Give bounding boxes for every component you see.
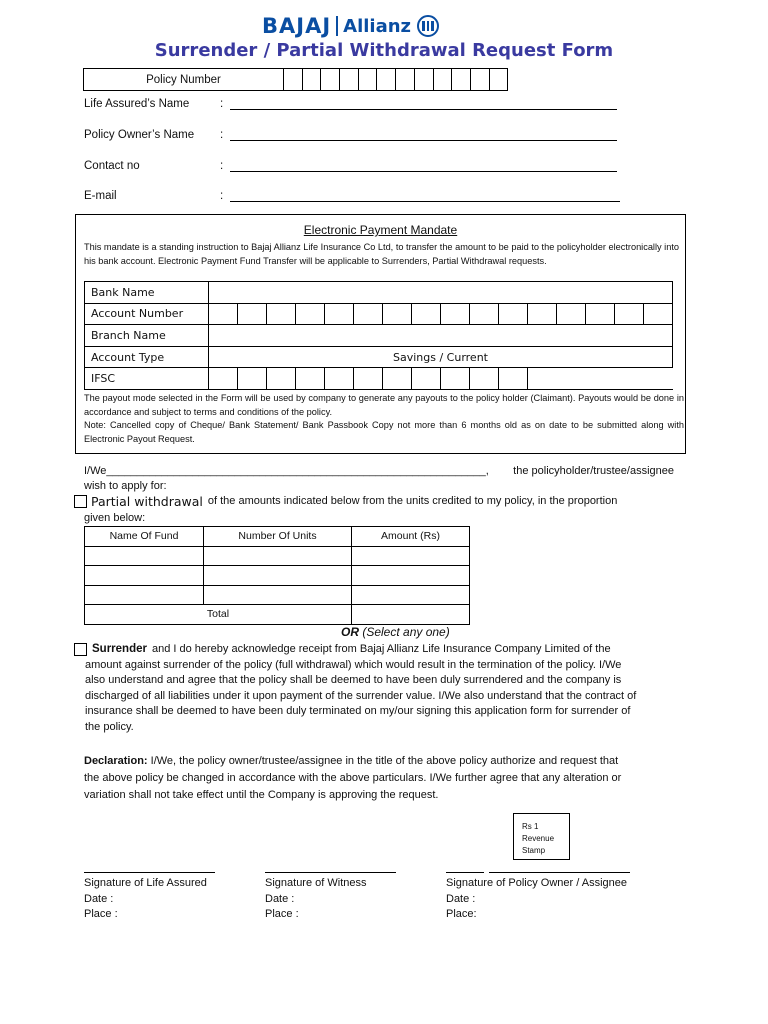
units-cell[interactable] <box>204 566 352 586</box>
contact-row <box>84 160 224 172</box>
declaration-section <box>84 753 674 804</box>
surrender-line-1: and I do hereby acknowledge receipt from Bajaj Allianz Life Insurance Company Limited of the <box>151 643 611 655</box>
partial-withdrawal-row <box>74 494 674 510</box>
iwe-prefix: I/We <box>84 465 107 477</box>
partial-withdrawal-label: Partial withdrawal <box>91 494 203 509</box>
applicant-line <box>84 464 674 480</box>
table-row <box>85 566 470 586</box>
witness-place: Place : <box>265 908 299 920</box>
partial-withdrawal-text: of the amounts indicated below from the units credited to my policy, in the proportion <box>207 495 618 507</box>
surrender-line-2: amount against surrender of the policy (full withdrawal) which would result in the termination of the policy. I/We <box>85 658 622 671</box>
contact-label: Contact no <box>84 160 140 172</box>
policy-owner-row <box>84 129 224 141</box>
payment-mandate-section <box>75 214 686 454</box>
fund-name-cell[interactable] <box>85 546 204 566</box>
declaration-label: Declaration: <box>84 755 148 767</box>
ifsc-char-box[interactable] <box>354 368 383 390</box>
surrender-line-3: also understand and agree that the policy shall be deemed to have been duly surrendered and the company is <box>85 674 622 686</box>
applicant-name-blank[interactable]: ______________________________________________________________, <box>106 465 489 477</box>
email-label: E-mail <box>84 190 117 202</box>
policy-number-digit-box[interactable] <box>284 69 303 91</box>
ifsc-char-box[interactable] <box>296 368 325 390</box>
policy-owner-label: Policy Owner’s Name <box>84 129 195 141</box>
bank-name-label: Bank Name <box>85 282 209 304</box>
fund-name-cell[interactable] <box>85 566 204 586</box>
account-digit-box[interactable] <box>644 303 673 325</box>
stamp-amount: Rs 1 <box>522 822 539 831</box>
witness-signature-block <box>265 876 367 923</box>
logo-bajaj-text: BAJAJ <box>262 14 332 38</box>
life-assured-signature-title: Signature of Life Assured <box>84 877 207 889</box>
policy-number-digit-box[interactable] <box>377 69 396 91</box>
life-assured-place: Place : <box>84 908 118 920</box>
document-note: Note: Cancelled copy of Cheque/ Bank Statement/ Bank Passbook Copy not more than 6 months old as on date to be submitted along with Electronic Payout Request. <box>84 420 684 444</box>
amount-cell[interactable] <box>352 546 470 566</box>
surrender-label: Surrender <box>92 643 147 655</box>
ifsc-char-box[interactable] <box>267 368 296 390</box>
wish-text: wish to apply for: <box>84 480 167 492</box>
colon: : <box>220 190 224 202</box>
account-digit-box[interactable] <box>238 303 267 325</box>
colon: : <box>220 98 224 110</box>
account-digit-box[interactable] <box>470 303 499 325</box>
total-row <box>85 605 470 625</box>
logo-allianz-text: Allianz <box>343 15 412 37</box>
fund-table <box>84 526 470 625</box>
account-digit-box[interactable] <box>412 303 441 325</box>
ifsc-char-box[interactable] <box>470 368 499 390</box>
policy-owner-input-line[interactable] <box>230 140 617 141</box>
ifsc-char-box[interactable] <box>412 368 441 390</box>
owner-signature-line-right[interactable] <box>489 872 630 873</box>
owner-place: Place: <box>446 908 477 920</box>
payout-note: The payout mode selected in the Form will be used by company to generate any payouts to the policy holder (Claimant). Payouts would be done in accordance and subject to terms and conditions of the policy. <box>84 393 684 417</box>
account-digit-box[interactable] <box>615 303 644 325</box>
form-title: Surrender / Partial Withdrawal Request Form <box>154 40 614 61</box>
owner-signature-block <box>446 876 627 923</box>
surrender-section <box>74 642 674 735</box>
policy-number-digit-box[interactable] <box>452 69 471 91</box>
given-below-text: given below: <box>84 512 146 524</box>
life-assured-date: Date : <box>84 892 114 905</box>
surrender-line-4: discharged of all liabilities under it upon payment of the surrender value. I/We also understand that the contract of <box>85 689 637 702</box>
declaration-line-2: the above policy be changed in accordance with the above particulars. I/We further agree that any alteration or <box>84 772 622 784</box>
policy-number-digit-box[interactable] <box>414 69 433 91</box>
account-digit-box[interactable] <box>441 303 470 325</box>
policy-number-digit-box[interactable] <box>396 69 415 91</box>
account-digit-box[interactable] <box>354 303 383 325</box>
life-assured-input-line[interactable] <box>230 109 617 110</box>
ifsc-char-box[interactable] <box>499 368 528 390</box>
account-digit-box[interactable] <box>296 303 325 325</box>
branch-name-label: Branch Name <box>85 325 209 347</box>
account-digit-box[interactable] <box>267 303 296 325</box>
account-digit-box[interactable] <box>499 303 528 325</box>
mandate-notes <box>84 392 684 446</box>
stamp-label: Stamp <box>522 846 546 855</box>
account-digit-box[interactable] <box>383 303 412 325</box>
contact-input-line[interactable] <box>230 171 617 172</box>
table-row <box>85 585 470 605</box>
applicant-role-text: the policyholder/trustee/assignee <box>513 465 674 477</box>
fund-name-header: Name Of Fund <box>85 527 204 547</box>
policy-number-label: Policy Number <box>84 69 284 91</box>
allianz-emblem-icon <box>417 15 439 37</box>
life-assured-label: Life Assured’s Name <box>84 98 190 110</box>
or-hint: (Select any one) <box>362 625 450 639</box>
colon: : <box>220 160 224 172</box>
witness-signature-line[interactable] <box>265 872 396 873</box>
bank-details-table <box>84 281 673 390</box>
life-assured-row <box>84 98 224 110</box>
ifsc-char-box[interactable] <box>441 368 470 390</box>
declaration-line-1: I/We, the policy owner/trustee/assignee in the title of the above policy authorize and request that <box>150 755 619 767</box>
account-digit-box[interactable] <box>209 303 238 325</box>
fund-name-cell[interactable] <box>85 585 204 605</box>
or-separator <box>341 625 450 639</box>
ifsc-char-box[interactable] <box>238 368 267 390</box>
ifsc-char-box[interactable] <box>325 368 354 390</box>
brand-logo <box>262 12 507 40</box>
logo-divider <box>336 16 338 36</box>
policy-number-digit-box[interactable] <box>321 69 340 91</box>
units-cell[interactable] <box>204 585 352 605</box>
branch-name-input[interactable] <box>209 325 673 347</box>
ifsc-char-box[interactable] <box>383 368 412 390</box>
amount-cell[interactable] <box>352 566 470 586</box>
ifsc-char-box[interactable] <box>209 368 238 390</box>
email-row <box>84 190 224 202</box>
surrender-checkbox[interactable] <box>74 643 87 656</box>
owner-signature-title: Signature of Policy Owner / Assignee <box>446 877 627 889</box>
mandate-intro: This mandate is a standing instruction to Bajaj Allianz Life Insurance Co Ltd, to transfer the amount to be paid to the policyholder electronically into his bank account. Electronic Payment Fund Transfer will be applicable to Surrenders, Partial Withdrawal requests. <box>84 242 679 266</box>
declaration-line-3: variation shall not take effect until the Company is approving the request. <box>84 789 439 801</box>
account-digit-box[interactable] <box>325 303 354 325</box>
email-input-line[interactable] <box>230 201 620 202</box>
owner-date: Date : <box>446 892 476 905</box>
surrender-line-5: insurance shall be deemed to have been duly terminated on my/our signing this application form for surrender of <box>85 705 631 717</box>
account-digit-box[interactable] <box>586 303 615 325</box>
or-label: OR <box>341 625 359 639</box>
total-amount-cell[interactable] <box>352 605 470 625</box>
policy-number-digit-box[interactable] <box>358 69 377 91</box>
stamp-revenue: Revenue <box>522 834 555 843</box>
account-type-label: Account Type <box>85 346 209 368</box>
policy-number-digit-box[interactable] <box>470 69 489 91</box>
units-header: Number Of Units <box>204 527 352 547</box>
amount-cell[interactable] <box>352 585 470 605</box>
life-assured-signature-line[interactable] <box>84 872 215 873</box>
witness-date: Date : <box>265 892 295 905</box>
ifsc-trailing-space <box>528 368 673 390</box>
policy-number-digit-box[interactable] <box>302 69 321 91</box>
ifsc-label: IFSC <box>85 368 209 390</box>
total-label: Total <box>85 605 352 625</box>
surrender-line-6: the policy. <box>85 720 134 733</box>
mandate-title: Electronic Payment Mandate <box>303 223 458 237</box>
account-number-label: Account Number <box>85 303 209 325</box>
account-digit-box[interactable] <box>528 303 557 325</box>
life-assured-signature-block <box>84 876 207 923</box>
policy-number-digit-box[interactable] <box>489 69 508 91</box>
partial-withdrawal-checkbox[interactable] <box>74 495 87 508</box>
witness-signature-title: Signature of Witness <box>265 877 367 889</box>
colon: : <box>220 129 224 141</box>
bank-name-input[interactable] <box>209 282 673 304</box>
table-row <box>85 546 470 566</box>
owner-signature-line-left[interactable] <box>446 872 484 873</box>
policy-number-digit-box[interactable] <box>433 69 452 91</box>
units-cell[interactable] <box>204 546 352 566</box>
revenue-stamp-box <box>513 813 570 860</box>
amount-header: Amount (Rs) <box>352 527 470 547</box>
policy-number-table <box>83 68 508 91</box>
policy-number-digit-box[interactable] <box>340 69 359 91</box>
account-type-options[interactable]: Savings / Current <box>209 346 673 368</box>
account-digit-box[interactable] <box>557 303 586 325</box>
